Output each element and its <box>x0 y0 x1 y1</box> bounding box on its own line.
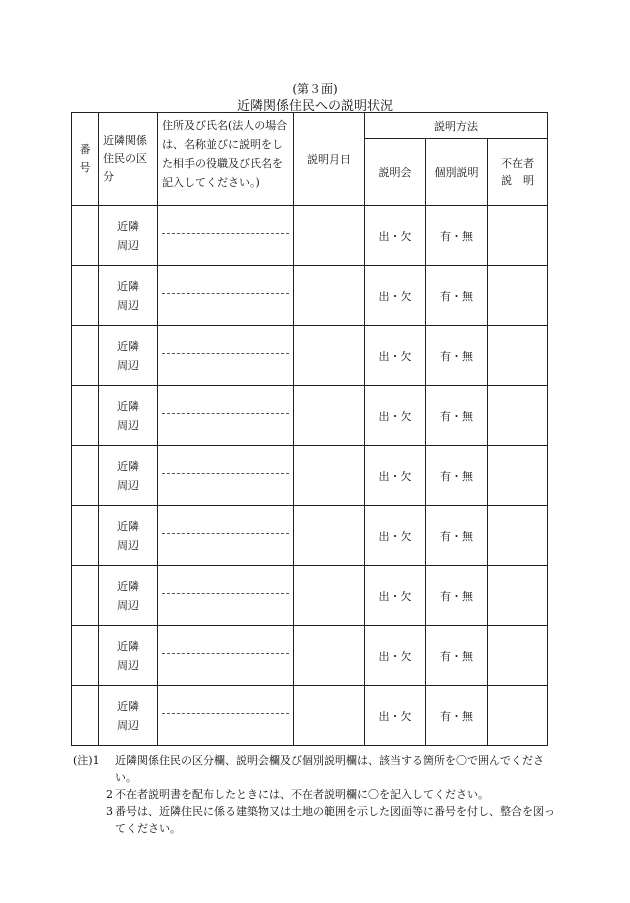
meeting-cell[interactable]: 出・欠 <box>365 506 426 566</box>
address-name-cell[interactable] <box>158 266 294 326</box>
date-cell[interactable] <box>294 686 365 746</box>
note-item <box>73 752 555 786</box>
address-divider <box>162 713 289 714</box>
meeting-cell[interactable]: 出・欠 <box>365 446 426 506</box>
category-option-surrounding: 周辺 <box>117 598 139 612</box>
header-address: 住所及び氏名(法人の場合は、名称並びに説明をした相手の役職及び氏名を記入してください。) <box>158 113 294 206</box>
note-item <box>85 803 555 837</box>
absent-cell[interactable] <box>488 266 548 326</box>
number-cell[interactable] <box>72 206 99 266</box>
address-name-cell[interactable] <box>158 506 294 566</box>
absent-cell[interactable] <box>488 686 548 746</box>
meeting-cell[interactable]: 出・欠 <box>365 386 426 446</box>
header-number-label: 番号 <box>79 143 91 174</box>
category-option-neighbor: 近隣 <box>117 579 139 593</box>
address-name-cell[interactable] <box>158 626 294 686</box>
note-mark: 3 <box>106 805 113 818</box>
individual-cell[interactable]: 有・無 <box>426 206 488 266</box>
address-divider <box>162 413 289 414</box>
category-option-neighbor: 近隣 <box>117 219 139 233</box>
absent-cell[interactable] <box>488 446 548 506</box>
meeting-cell[interactable]: 出・欠 <box>365 206 426 266</box>
header-number <box>72 113 99 206</box>
category-cell[interactable] <box>99 686 158 746</box>
note-text: 近隣関係住民の区分欄、説明会欄及び個別説明欄は、該当する箇所を〇で囲んでください。 <box>115 754 544 784</box>
table-row <box>72 566 548 626</box>
category-cell[interactable] <box>99 626 158 686</box>
header-individual: 個別説明 <box>426 139 488 206</box>
individual-cell[interactable]: 有・無 <box>426 506 488 566</box>
address-divider <box>162 233 289 234</box>
address-divider <box>162 593 289 594</box>
table-row <box>72 686 548 746</box>
number-cell[interactable] <box>72 386 99 446</box>
table-body <box>72 206 548 746</box>
address-divider <box>162 533 289 534</box>
number-cell[interactable] <box>72 626 99 686</box>
number-cell[interactable] <box>72 566 99 626</box>
number-cell[interactable] <box>72 326 99 386</box>
date-cell[interactable] <box>294 266 365 326</box>
page-label: (第３面) <box>292 82 338 96</box>
address-name-cell[interactable] <box>158 446 294 506</box>
absent-cell[interactable] <box>488 326 548 386</box>
header-absent-line1: 不在者 <box>501 157 534 170</box>
table-row <box>72 446 548 506</box>
date-cell[interactable] <box>294 626 365 686</box>
address-name-cell[interactable] <box>158 206 294 266</box>
individual-cell[interactable]: 有・無 <box>426 386 488 446</box>
category-option-neighbor: 近隣 <box>117 699 139 713</box>
header-meeting: 説明会 <box>365 139 426 206</box>
category-cell[interactable] <box>99 506 158 566</box>
individual-cell[interactable]: 有・無 <box>426 266 488 326</box>
category-cell[interactable] <box>99 566 158 626</box>
address-divider <box>162 473 289 474</box>
table-row <box>72 326 548 386</box>
header-category: 近隣関係住民の区分 <box>99 113 158 206</box>
number-cell[interactable] <box>72 506 99 566</box>
absent-cell[interactable] <box>488 206 548 266</box>
category-option-surrounding: 周辺 <box>117 478 139 492</box>
individual-cell[interactable]: 有・無 <box>426 326 488 386</box>
form-title: 近隣関係住民への説明状況 <box>236 99 393 114</box>
header-method: 説明方法 <box>365 113 548 139</box>
note-mark: 2 <box>106 788 113 801</box>
number-cell[interactable] <box>72 446 99 506</box>
absent-cell[interactable] <box>488 386 548 446</box>
category-cell[interactable] <box>99 206 158 266</box>
date-cell[interactable] <box>294 566 365 626</box>
number-cell[interactable] <box>72 266 99 326</box>
category-option-neighbor: 近隣 <box>117 459 139 473</box>
table-row <box>72 266 548 326</box>
absent-cell[interactable] <box>488 506 548 566</box>
category-cell[interactable] <box>99 266 158 326</box>
table-row <box>72 506 548 566</box>
absent-cell[interactable] <box>488 626 548 686</box>
meeting-cell[interactable]: 出・欠 <box>365 626 426 686</box>
meeting-cell[interactable]: 出・欠 <box>365 686 426 746</box>
individual-cell[interactable]: 有・無 <box>426 686 488 746</box>
date-cell[interactable] <box>294 206 365 266</box>
address-name-cell[interactable] <box>158 326 294 386</box>
category-option-neighbor: 近隣 <box>117 339 139 353</box>
table-row <box>72 386 548 446</box>
category-option-surrounding: 周辺 <box>117 418 139 432</box>
absent-cell[interactable] <box>488 566 548 626</box>
explanation-status-table <box>71 112 548 746</box>
meeting-cell[interactable]: 出・欠 <box>365 566 426 626</box>
address-name-cell[interactable] <box>158 566 294 626</box>
notes <box>73 752 555 837</box>
address-divider <box>162 293 289 294</box>
category-option-surrounding: 周辺 <box>117 718 139 732</box>
address-name-cell[interactable] <box>158 386 294 446</box>
category-option-surrounding: 周辺 <box>117 298 139 312</box>
address-name-cell[interactable] <box>158 686 294 746</box>
number-cell[interactable] <box>72 686 99 746</box>
category-option-surrounding: 周辺 <box>117 658 139 672</box>
note-item <box>85 786 555 803</box>
individual-cell[interactable]: 有・無 <box>426 446 488 506</box>
date-cell[interactable] <box>294 446 365 506</box>
table-row <box>72 626 548 686</box>
date-cell[interactable] <box>294 326 365 386</box>
date-cell[interactable] <box>294 386 365 446</box>
note-mark: (注)1 <box>73 754 100 767</box>
category-option-surrounding: 周辺 <box>117 538 139 552</box>
address-divider <box>162 653 289 654</box>
category-option-surrounding: 周辺 <box>117 238 139 252</box>
note-text: 番号は、近隣住民に係る建築物又は土地の範囲を示した図面等に番号を付し、整合を図ってください。 <box>115 805 555 835</box>
header-absent <box>488 139 548 206</box>
category-option-neighbor: 近隣 <box>117 399 139 413</box>
date-cell[interactable] <box>294 506 365 566</box>
category-option-neighbor: 近隣 <box>117 519 139 533</box>
header-date: 説明月日 <box>294 113 365 206</box>
category-option-neighbor: 近隣 <box>117 639 139 653</box>
header-absent-line2: 説 明 <box>501 174 534 187</box>
meeting-cell[interactable]: 出・欠 <box>365 326 426 386</box>
category-cell[interactable] <box>99 446 158 506</box>
individual-cell[interactable]: 有・無 <box>426 626 488 686</box>
individual-cell[interactable]: 有・無 <box>426 566 488 626</box>
category-cell[interactable] <box>99 326 158 386</box>
table-row <box>72 206 548 266</box>
category-option-surrounding: 周辺 <box>117 358 139 372</box>
meeting-cell[interactable]: 出・欠 <box>365 266 426 326</box>
address-divider <box>162 353 289 354</box>
category-cell[interactable] <box>99 386 158 446</box>
category-option-neighbor: 近隣 <box>117 279 139 293</box>
note-text: 不在者説明書を配布したときには、不在者説明欄に〇を記入してください。 <box>115 788 489 801</box>
